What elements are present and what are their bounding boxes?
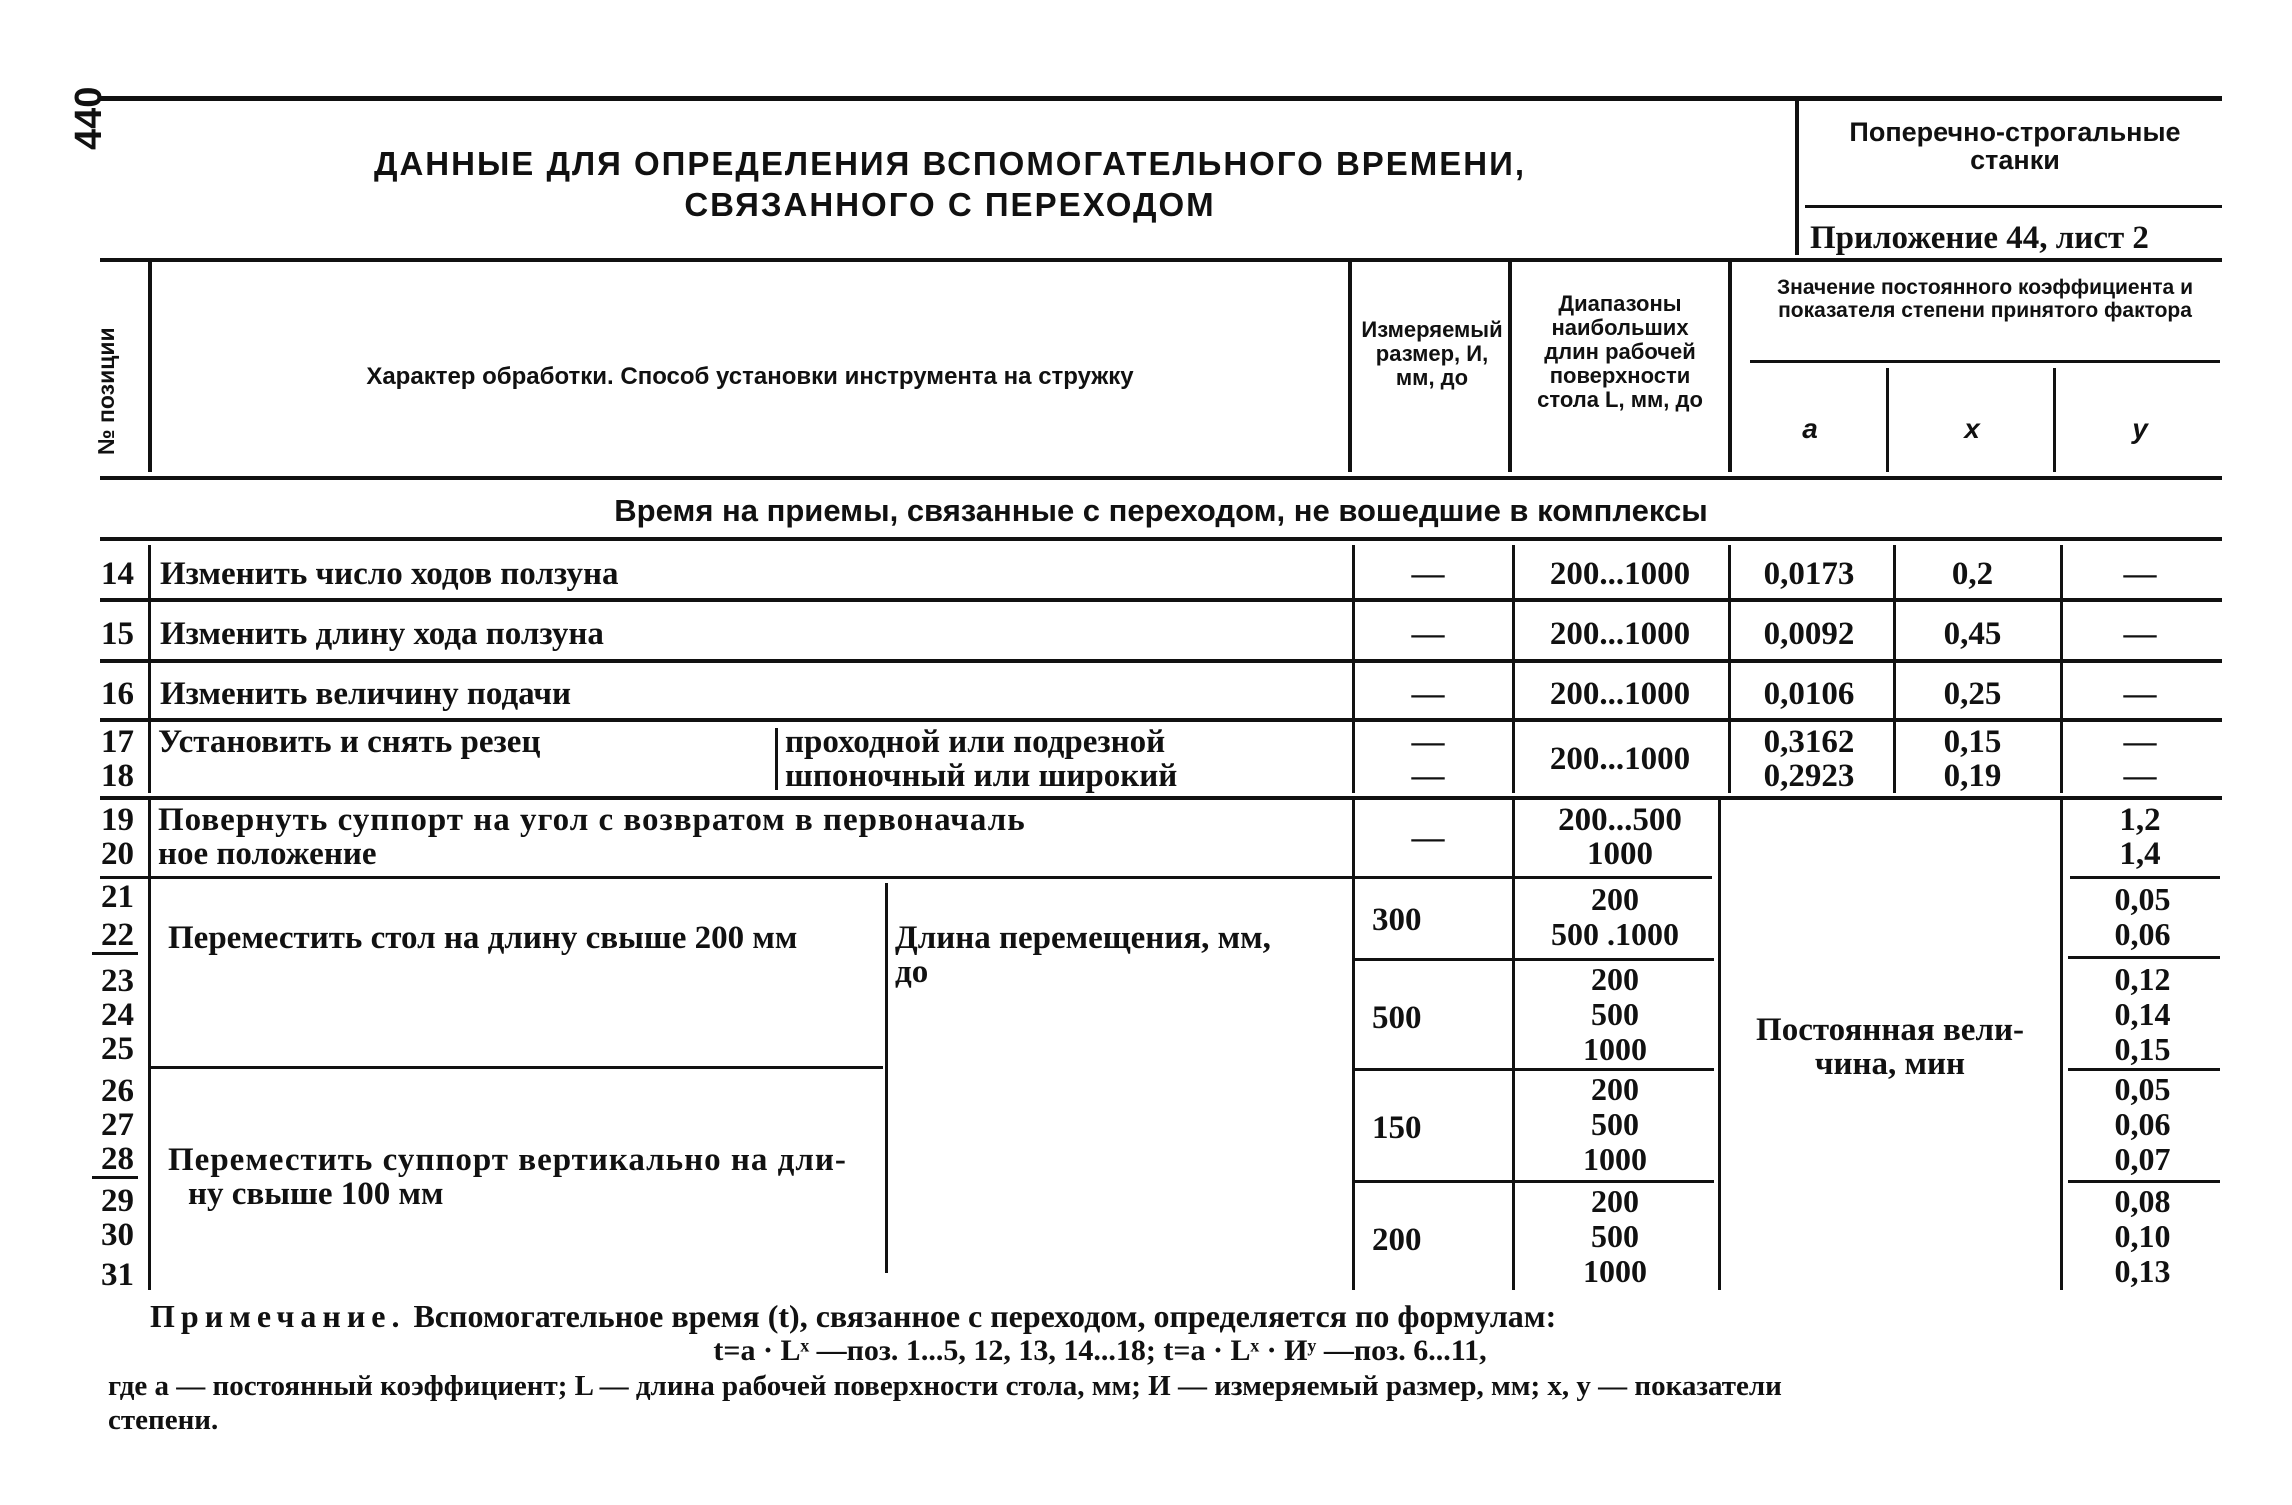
page-title-line1: ДАННЫЕ ДЛЯ ОПРЕДЕЛЕНИЯ ВСПОМОГАТЕЛЬНОГО ВРЕМЕНИ,	[373, 145, 1527, 182]
row-25-no: 25	[101, 1031, 134, 1067]
header-measured-text: Измеряемый размер, И, мм, до	[1361, 317, 1503, 390]
row-27-no: 27	[101, 1107, 134, 1143]
header-x: x	[1964, 413, 1980, 444]
row-17-sub: проходной или подрезной	[785, 724, 1166, 760]
y-25: 0,15	[2114, 1031, 2171, 1067]
row-17-x: 0,15	[1943, 724, 2002, 760]
body-vline-y-2	[2060, 800, 2063, 1290]
range-g1-2: 500 .1000	[1551, 916, 1679, 952]
row-17-18-sub-divider	[775, 728, 778, 790]
move-support-text-1: Переместить суппорт вертикально на дли-	[168, 1142, 847, 1178]
measured-200: 200	[1372, 1222, 1422, 1258]
header-vline-1	[148, 262, 152, 472]
range-group-4	[1515, 1184, 1715, 1289]
title-box-divider	[1795, 100, 1799, 255]
row-18-no: 18	[101, 758, 134, 794]
row-18-y: —	[2123, 758, 2157, 794]
y-28: 0,07	[2114, 1141, 2171, 1177]
row-20-rule-left	[100, 876, 1712, 879]
y-group-3	[2065, 1072, 2220, 1177]
machine-type	[1805, 118, 2225, 174]
row-19-y: 1,2	[2119, 802, 2161, 838]
note-line1	[150, 1300, 1556, 1332]
range-group-3	[1515, 1072, 1715, 1177]
range-g1-1: 200	[1591, 881, 1639, 917]
row-20-no: 20	[101, 836, 134, 872]
measured-rule-3	[1354, 1180, 1714, 1183]
row-15-a: 0,0092	[1763, 616, 1855, 652]
measured-rule-1	[1354, 958, 1714, 961]
range-g3-1: 200	[1591, 1071, 1639, 1107]
header-top-rule	[100, 258, 2222, 262]
move-table-text: Переместить стол на длину свыше 200 мм	[168, 920, 798, 956]
y-22: 0,06	[2114, 916, 2171, 952]
appendix-label: Приложение 44, лист 2	[1810, 220, 2149, 256]
row-14-no: 14	[101, 556, 134, 592]
move-table-rule	[150, 1066, 883, 1069]
range-g4-3: 1000	[1583, 1253, 1647, 1289]
coef-header-rule	[1750, 360, 2220, 363]
y-group-4	[2065, 1184, 2220, 1289]
move-support-text-2: ну свыше 100 мм	[188, 1176, 444, 1212]
row-20-text: ное положение	[158, 836, 377, 872]
row-14-a: 0,0173	[1763, 556, 1855, 592]
row-24-no: 24	[101, 997, 134, 1033]
row-28-underline	[92, 1176, 138, 1179]
header-coef-group	[1745, 276, 2225, 322]
row-16-no: 16	[101, 676, 134, 712]
row-15-measured: —	[1411, 616, 1445, 652]
note-label: Примечание.	[150, 1298, 406, 1334]
y-21: 0,05	[2114, 881, 2171, 917]
row-16-measured: —	[1411, 676, 1445, 712]
body-vline-a-2	[1718, 800, 1721, 1290]
range-g3-2: 500	[1591, 1106, 1639, 1142]
y-26: 0,05	[2114, 1071, 2171, 1107]
measured-500: 500	[1372, 1000, 1422, 1036]
row-19-text: Повернуть суппорт на угол с возвратом в первоначаль	[158, 802, 1026, 838]
machine-type-text: Поперечно-строгальные станки	[1849, 117, 2181, 175]
row-23-no: 23	[101, 963, 134, 999]
range-g4-2: 500	[1591, 1218, 1639, 1254]
body-vline-length	[885, 883, 888, 1273]
row-15-text: Изменить длину хода ползуна	[160, 616, 604, 652]
row-17-y: —	[2123, 724, 2157, 760]
y-24: 0,14	[2114, 996, 2171, 1032]
header-processing: Характер обработки. Способ установки инструмента на стружку	[366, 363, 1134, 390]
range-g3-3: 1000	[1583, 1141, 1647, 1177]
row-18-x: 0,19	[1943, 758, 2002, 794]
constant-value-1: Постоянная вели-	[1756, 1012, 2024, 1048]
length-label-2: до	[895, 954, 929, 990]
y-rule-1	[2068, 956, 2220, 959]
row-18-a: 0,2923	[1763, 758, 1855, 794]
row-14-rule	[100, 598, 2222, 602]
range-group-1	[1515, 882, 1715, 952]
header-measured	[1358, 318, 1506, 390]
body-vline-a-1	[1728, 545, 1731, 793]
row-14-range: 200...1000	[1549, 556, 1691, 592]
measured-150: 150	[1372, 1110, 1422, 1146]
title-box-rule	[1805, 205, 2222, 208]
note-line3: где a — постоянный коэффициент; L — длина рабочей поверхности стола, мм; И — измеряемый размер, мм; x, y — показатели	[108, 1370, 1782, 1402]
row-20-rule-right	[2070, 876, 2220, 879]
row-31-no: 31	[101, 1257, 134, 1293]
y-27: 0,06	[2114, 1106, 2171, 1142]
y-30: 0,10	[2114, 1218, 2171, 1254]
section-bottom-rule	[100, 537, 2222, 541]
page-title-line2: СВЯЗАННОГО С ПЕРЕХОДОМ	[684, 186, 1216, 223]
row-16-a: 0,0106	[1763, 676, 1855, 712]
header-bottom-rule	[100, 476, 2222, 480]
length-label-1: Длина перемещения, мм,	[895, 920, 1271, 956]
row-17-measured: —	[1411, 724, 1445, 760]
y-29: 0,08	[2114, 1183, 2171, 1219]
y-group-2	[2065, 962, 2220, 1067]
row-16-x: 0,25	[1943, 676, 2002, 712]
y-23: 0,12	[2114, 961, 2171, 997]
row-26-no: 26	[101, 1073, 134, 1109]
row-22-no: 22	[101, 917, 134, 953]
row-14-x: 0,2	[1951, 556, 1994, 592]
row-28-no: 28	[101, 1141, 134, 1177]
y-group-1	[2065, 882, 2220, 952]
header-y: y	[2132, 413, 2148, 444]
row-20-y: 1,4	[2119, 836, 2161, 872]
range-g2-1: 200	[1591, 961, 1639, 997]
row-16-y: —	[2123, 676, 2157, 712]
row-18-rule	[100, 796, 2222, 800]
top-rule	[100, 96, 2222, 101]
header-vline-5	[1886, 368, 1889, 472]
row-15-no: 15	[101, 616, 134, 652]
range-g4-1: 200	[1591, 1183, 1639, 1219]
row-14-measured: —	[1411, 556, 1445, 592]
range-g2-2: 500	[1591, 996, 1639, 1032]
row-29-no: 29	[101, 1183, 134, 1219]
row-17-18-text: Установить и снять резец	[158, 724, 541, 760]
range-group-2	[1515, 962, 1715, 1067]
header-range-text: Диапазоны наибольших длин рабочей поверхности стола L, мм, до	[1537, 291, 1703, 412]
range-g2-3: 1000	[1583, 1031, 1647, 1067]
row-18-sub: шпоночный или широкий	[785, 758, 1178, 794]
note-line1-text: Вспомогательное время (t), связанное с переходом, определяется по формулам:	[413, 1298, 1557, 1334]
row-15-x: 0,45	[1943, 616, 2002, 652]
body-vline-no-1	[148, 545, 151, 793]
section-title: Время на приемы, связанные с переходом, не вошедшие в комплексы	[614, 493, 1708, 528]
row-16-rule	[100, 718, 2222, 722]
row-14-text: Изменить число ходов ползуна	[160, 556, 619, 592]
row-19-no: 19	[101, 802, 134, 838]
row-18-measured: —	[1411, 758, 1445, 794]
row-15-range: 200...1000	[1549, 616, 1691, 652]
row-17-18-range: 200...1000	[1549, 741, 1691, 777]
row-14-y: —	[2123, 556, 2157, 592]
row-22-underline	[92, 952, 138, 955]
row-17-a: 0,3162	[1763, 724, 1855, 760]
measured-rule-2	[1354, 1068, 1714, 1071]
row-16-text: Изменить величину подачи	[160, 676, 571, 712]
body-vline-measured-1	[1352, 545, 1355, 793]
body-vline-no-2	[148, 800, 151, 1290]
header-vline-6	[2053, 368, 2056, 472]
note-line4: степени.	[108, 1404, 219, 1436]
constant-value-2: чина, мин	[1814, 1046, 1966, 1082]
row-19-20-measured: —	[1411, 820, 1445, 856]
measured-300: 300	[1372, 902, 1422, 938]
header-vline-3	[1508, 262, 1512, 472]
header-a: a	[1802, 413, 1818, 444]
row-20-range: 1000	[1587, 836, 1653, 872]
header-vline-4	[1728, 262, 1732, 472]
body-vline-measured-2	[1352, 800, 1355, 1290]
header-coef-group-text: Значение постоянного коэффициента и показателя степени принятого фактора	[1777, 276, 2193, 322]
row-15-y: —	[2123, 616, 2157, 652]
note-line2: t=a · Lˣ —поз. 1...5, 12, 13, 14...18; t=a · Lˣ · Иʸ —поз. 6...11,	[713, 1334, 1487, 1367]
row-16-range: 200...1000	[1549, 676, 1691, 712]
header-position-no: № позиции	[93, 327, 119, 455]
row-17-no: 17	[101, 724, 134, 760]
header-range	[1522, 292, 1718, 412]
row-30-no: 30	[101, 1217, 134, 1253]
row-19-range: 200...500	[1558, 802, 1682, 838]
y-31: 0,13	[2114, 1253, 2171, 1289]
row-21-no: 21	[101, 879, 134, 915]
row-15-rule	[100, 659, 2222, 663]
header-vline-2	[1348, 262, 1352, 472]
page-number: 440	[68, 86, 110, 150]
